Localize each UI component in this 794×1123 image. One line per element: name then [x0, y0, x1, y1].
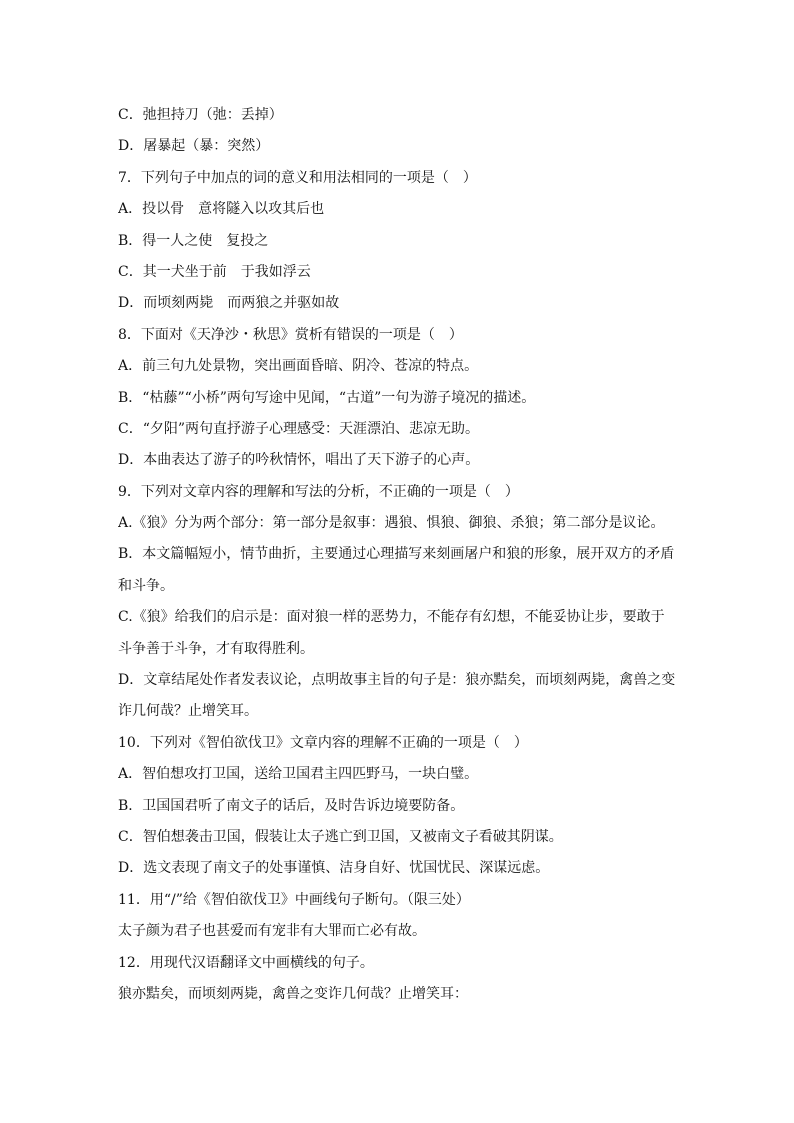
option-b-q10: B．卫国国君听了南文子的话后，及时告诉边境要防备。 [118, 797, 465, 814]
option-a-q10: A．智伯想攻打卫国，送给卫国君主四匹野马，一块白璧。 [118, 766, 479, 783]
option-a-q8: A．前三句九处景物，突出画面昏暗、阴冷、苍凉的特点。 [118, 358, 479, 375]
option-d-q8: D．本曲表达了游子的吟秋情怀，唱出了天下游子的心声。 [118, 452, 480, 469]
option-c-q10: C．智伯想袭击卫国，假装让太子逃亡到卫国，又被南文子看破其阴谋。 [118, 828, 563, 845]
option-b-q7: B．得一人之使 复投之 [118, 232, 269, 249]
option-d-q9: D．文章结尾处作者发表议论，点明故事主旨的句子是：狼亦黠矣，而顷刻两毙，禽兽之变 [118, 672, 676, 689]
question-9: 9．下列对文章内容的理解和写法的分析，不正确的一项是（ ） [118, 483, 519, 500]
option-d-q10: D．选文表现了南文子的处事谨慎、洁身自好、忧国忧民、深谋远虑。 [118, 860, 550, 877]
question-7: 7．下列句子中加点的词的意义和用法相同的一项是（ ） [118, 169, 477, 186]
option-a-q7: A．投以骨 意将隧入以攻其后也 [118, 201, 325, 218]
question-8: 8．下面对《天净沙・秋思》赏析有错误的一项是（ ） [118, 326, 463, 343]
option-c-q9-cont: 斗争善于斗争，才有取得胜利。 [118, 640, 314, 657]
question-10: 10．下列对《智伯欲伐卫》文章内容的理解不正确的一项是（ ） [118, 734, 528, 751]
option-c-q6: C．弛担持刀（弛：丢掉） [118, 107, 283, 123]
option-b-q9: B．本文篇幅短小，情节曲折，主要通过心理描写来刻画屠户和狼的形象，展开双方的矛盾 [118, 546, 675, 563]
option-c-q7: C．其一犬坐于前 于我如浮云 [118, 263, 311, 280]
option-b-q9-cont: 和斗争。 [118, 577, 174, 594]
option-d-q6: D．屠暴起（暴：突然） [118, 138, 270, 155]
question-11: 11．用“/”给《智伯欲伐卫》中画线句子断句。（限三处） [118, 891, 470, 908]
option-c-q8: C．“夕阳”两句直抒游子心理感受：天涯漂泊、悲凉无助。 [118, 420, 480, 437]
question-12-sentence: 狼亦黠矣，而顷刻两毙，禽兽之变诈几何哉？止增笑耳： [118, 985, 468, 1002]
option-b-q8: B．“枯藤”“小桥”两句写途中见闻，“古道”一句为游子境况的描述。 [118, 389, 536, 406]
document-page [118, 100, 688, 1010]
option-d-q9-cont: 诈几何哉？止增笑耳。 [118, 703, 258, 720]
question-11-sentence: 太子颜为君子也甚爱而有宠非有大罪而亡必有故。 [118, 923, 426, 940]
option-c-q9: C.《狼》给我们的启示是：面对狼一样的恶势力，不能存有幻想，不能妥协让步，要敢于 [118, 609, 665, 626]
question-12: 12．用现代汉语翻译文中画横线的句子。 [118, 954, 374, 971]
option-a-q9: A.《狼》分为两个部分：第一部分是叙事：遇狼、惧狼、御狼、杀狼；第二部分是议论。 [118, 515, 665, 532]
option-d-q7: D．而顷刻两毙 而两狼之并驱如故 [118, 295, 340, 312]
